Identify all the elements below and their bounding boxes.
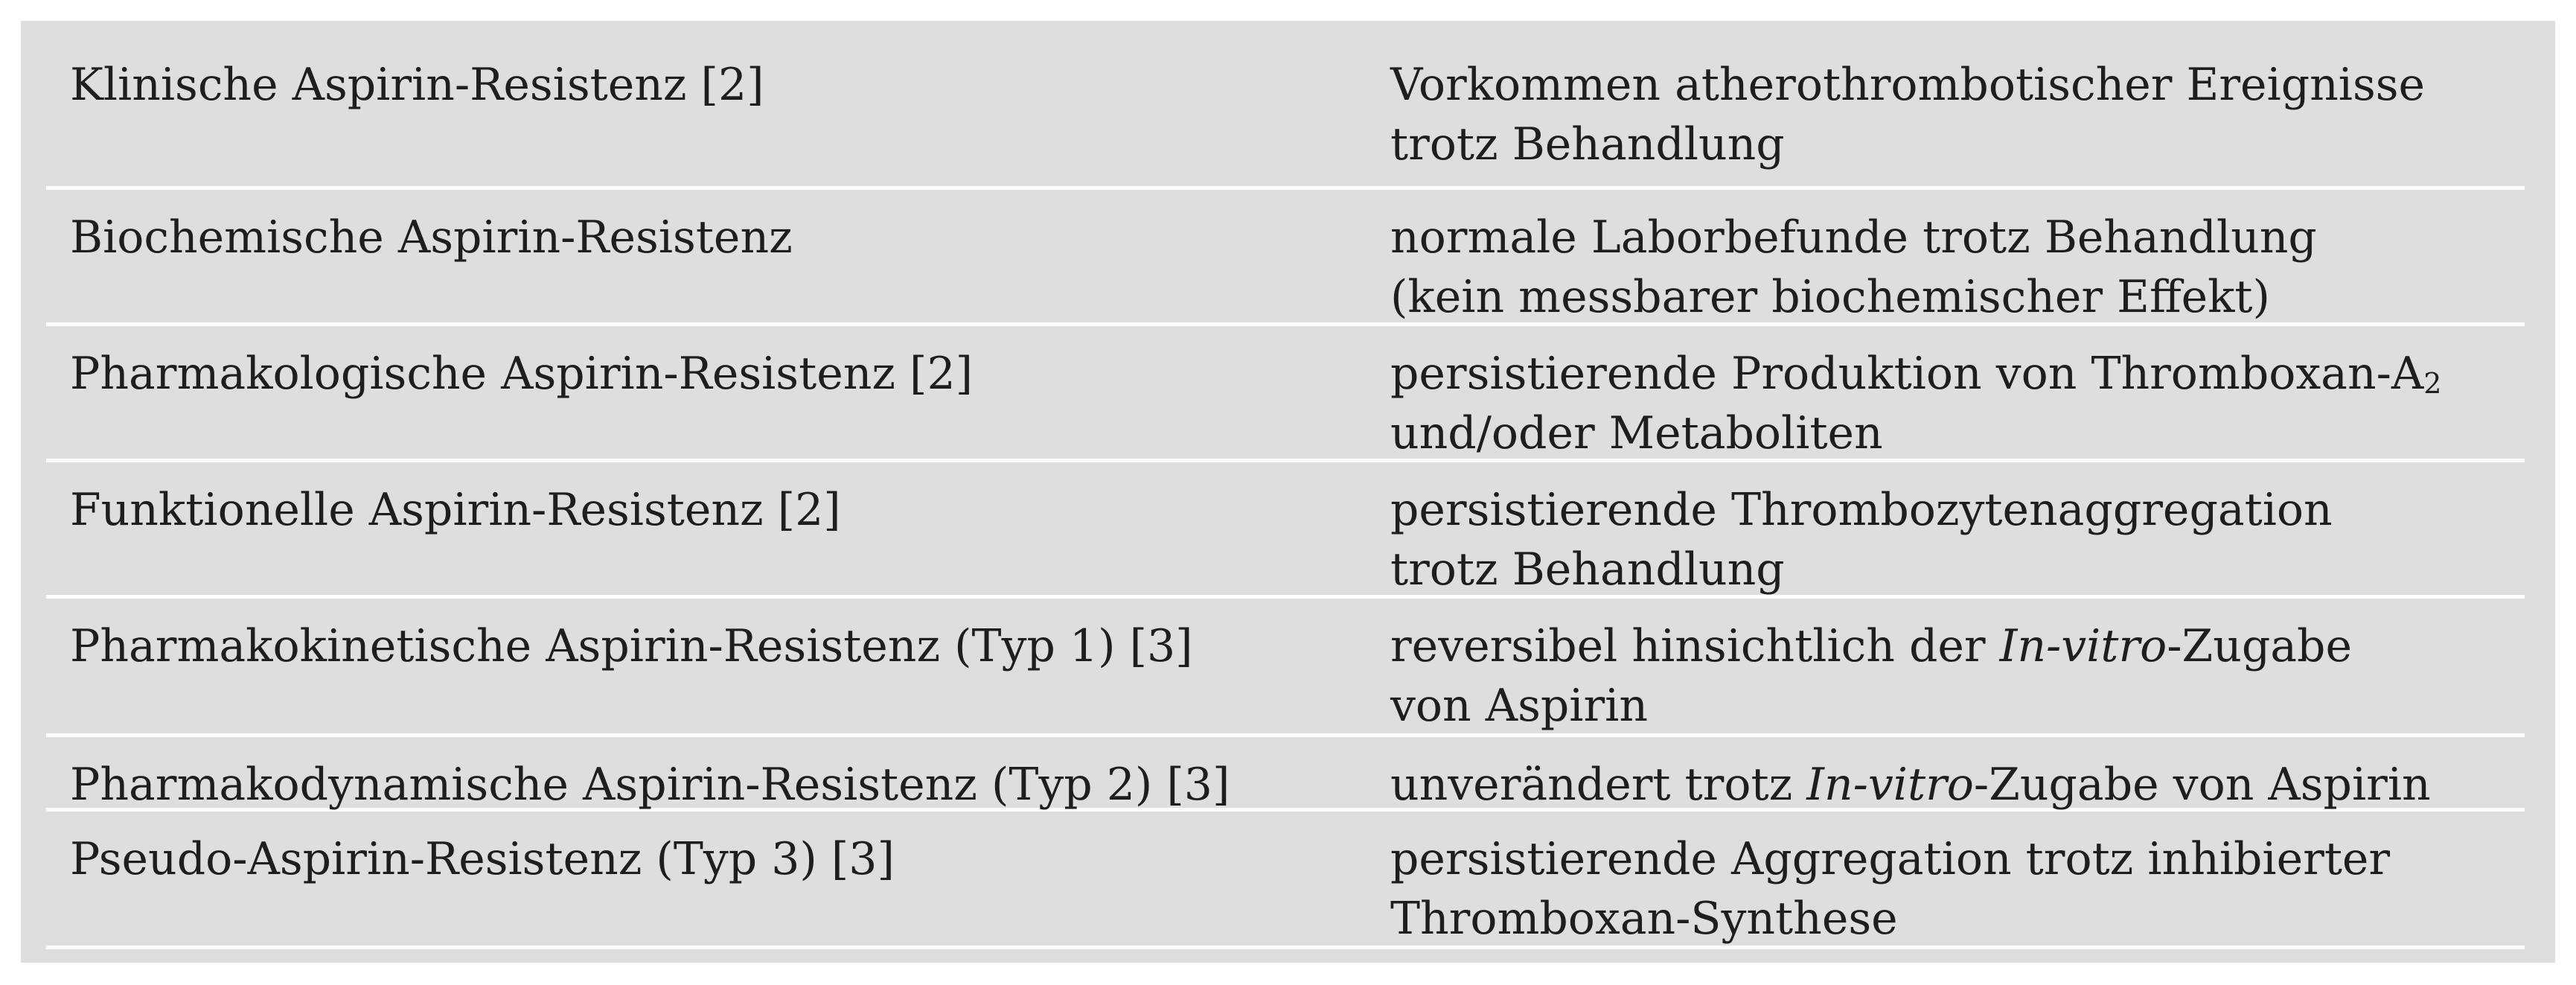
definition-line: Vorkommen atherothrombotischer Ereignisse: [1390, 59, 2426, 111]
definition-cell: [1390, 55, 2425, 174]
definition-line: normale Laborbefunde trotz Behandlung: [1390, 211, 2317, 264]
definition-text: persistierende Produktion von Thromboxan-A: [1390, 348, 2424, 400]
definition-line: und/oder Metaboliten: [1390, 407, 1883, 459]
definition-line: trotz Behandlung: [1390, 543, 1785, 596]
definition-line: [1390, 344, 2441, 404]
term-cell: Biochemische Aspirin-Resistenz: [70, 211, 793, 264]
definition-text: reversibel hinsichtlich der: [1390, 620, 2000, 672]
table-row: [46, 737, 2525, 812]
definition-text: -Zugabe: [2167, 620, 2352, 672]
term-cell: Pharmakokinetische Aspirin-Resistenz (Typ 1) [3]: [70, 620, 1193, 672]
definition-line: von Aspirin: [1390, 680, 1648, 732]
term-cell: Pseudo-Aspirin-Resistenz (Typ 3) [3]: [70, 833, 895, 885]
definition-cell: [1390, 829, 2390, 949]
table-panel: [21, 21, 2555, 963]
term-cell: Pharmakodynamische Aspirin-Resistenz (Typ 2) [3]: [70, 759, 1230, 811]
definition-line: persistierende Thrombozytenaggregation: [1390, 484, 2333, 536]
definition-text: -Zugabe von Aspirin: [1973, 759, 2431, 811]
italic-text: In-vitro: [1999, 620, 2167, 672]
definition-cell: [1390, 616, 2352, 736]
table-row: [46, 812, 2525, 949]
term-cell: Funktionelle Aspirin-Resistenz [2]: [70, 484, 841, 536]
aspirin-resistance-table: [46, 37, 2525, 949]
definition-line: Thromboxan-Synthese: [1390, 893, 1898, 945]
definition-line: trotz Behandlung: [1390, 118, 1785, 170]
table-row: [46, 599, 2525, 737]
table-row: [46, 326, 2525, 462]
italic-text: In-vitro: [1806, 759, 1974, 811]
term-cell: Pharmakologische Aspirin-Resistenz [2]: [70, 348, 974, 400]
table-row: [46, 462, 2525, 599]
subscript-text: 2: [2423, 367, 2442, 400]
definition-line: persistierende Aggregation trotz inhibierter: [1390, 833, 2391, 885]
definition-line: (kein messbarer biochemischer Effekt): [1390, 271, 2270, 323]
definition-line: [1390, 755, 2431, 815]
definition-line: [1390, 616, 2352, 676]
table-row: [46, 190, 2525, 326]
definition-cell: [1390, 344, 2441, 463]
definition-cell: [1390, 208, 2317, 327]
definition-cell: [1390, 480, 2333, 599]
table-row: [46, 37, 2525, 190]
term-cell: Klinische Aspirin-Resistenz [2]: [70, 59, 764, 111]
definition-text: unverändert trotz: [1390, 759, 1807, 811]
definition-cell: [1390, 755, 2431, 815]
